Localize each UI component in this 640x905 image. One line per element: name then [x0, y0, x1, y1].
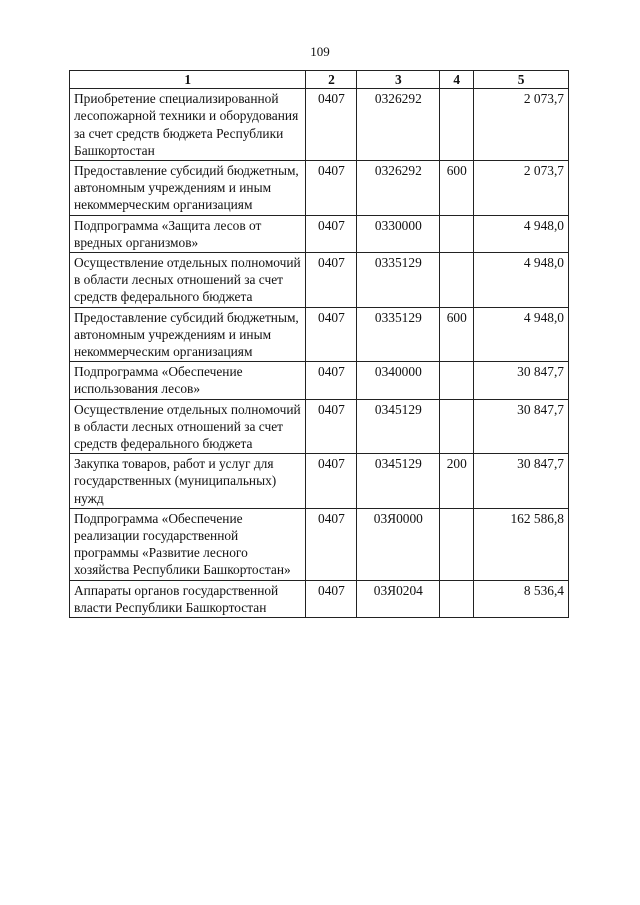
row-section: 0407 — [306, 399, 357, 454]
row-section: 0407 — [306, 89, 357, 161]
row-target: 0345129 — [357, 399, 440, 454]
row-name: Осуществление отдельных полномочий в области лесных отношений за счет средств федерального бюджета — [70, 253, 306, 308]
table-row — [70, 580, 569, 617]
table-row — [70, 215, 569, 252]
table-row — [70, 508, 569, 580]
table-row — [70, 89, 569, 161]
header-amount: 5 — [474, 71, 569, 89]
table-row — [70, 307, 569, 362]
row-type — [440, 215, 474, 252]
row-amount: 4 948,0 — [474, 215, 569, 252]
row-target: 0335129 — [357, 307, 440, 362]
row-amount: 30 847,7 — [474, 362, 569, 399]
row-name: Подпрограмма «Защита лесов от вредных организмов» — [70, 215, 306, 252]
row-amount: 2 073,7 — [474, 89, 569, 161]
row-type — [440, 362, 474, 399]
row-section: 0407 — [306, 508, 357, 580]
row-amount: 2 073,7 — [474, 161, 569, 216]
row-name: Подпрограмма «Обеспечение использования лесов» — [70, 362, 306, 399]
row-section: 0407 — [306, 161, 357, 216]
table-row — [70, 362, 569, 399]
row-target: 0330000 — [357, 215, 440, 252]
row-section: 0407 — [306, 362, 357, 399]
row-type — [440, 399, 474, 454]
table-row — [70, 253, 569, 308]
row-section: 0407 — [306, 253, 357, 308]
row-name: Аппараты органов государственной власти Республики Башкортостан — [70, 580, 306, 617]
header-row — [70, 71, 569, 89]
row-name: Осуществление отдельных полномочий в области лесных отношений за счет средств федерального бюджета — [70, 399, 306, 454]
row-amount: 30 847,7 — [474, 454, 569, 509]
budget-table — [69, 70, 569, 618]
row-type: 600 — [440, 307, 474, 362]
table-row — [70, 399, 569, 454]
row-name: Предоставление субсидий бюджетным, автономным учреждениям и иным некоммерческим организациям — [70, 307, 306, 362]
row-name: Подпрограмма «Обеспечение реализации государственной программы «Развитие лесного хозяйства Республики Башкортостан» — [70, 508, 306, 580]
row-amount: 4 948,0 — [474, 307, 569, 362]
row-section: 0407 — [306, 307, 357, 362]
row-target: 03Я0000 — [357, 508, 440, 580]
row-target: 0335129 — [357, 253, 440, 308]
row-type: 600 — [440, 161, 474, 216]
table-row — [70, 454, 569, 509]
table-row — [70, 161, 569, 216]
row-target: 0340000 — [357, 362, 440, 399]
row-amount: 8 536,4 — [474, 580, 569, 617]
page-number: 109 — [310, 44, 330, 59]
row-section: 0407 — [306, 580, 357, 617]
row-name: Предоставление субсидий бюджетным, автономным учреждениям и иным некоммерческим организациям — [70, 161, 306, 216]
row-amount: 162 586,8 — [474, 508, 569, 580]
row-section: 0407 — [306, 215, 357, 252]
row-target: 0326292 — [357, 89, 440, 161]
row-section: 0407 — [306, 454, 357, 509]
row-amount: 4 948,0 — [474, 253, 569, 308]
header-target: 3 — [357, 71, 440, 89]
row-target: 0345129 — [357, 454, 440, 509]
header-section: 2 — [306, 71, 357, 89]
row-type: 200 — [440, 454, 474, 509]
row-amount: 30 847,7 — [474, 399, 569, 454]
row-type — [440, 508, 474, 580]
row-name: Закупка товаров, работ и услуг для государственных (муниципальных) нужд — [70, 454, 306, 509]
row-type — [440, 89, 474, 161]
row-target: 0326292 — [357, 161, 440, 216]
row-type — [440, 253, 474, 308]
row-name: Приобретение специализированной лесопожарной техники и оборудования за счет средств бюджета Республики Башкортостан — [70, 89, 306, 161]
header-name: 1 — [70, 71, 306, 89]
row-type — [440, 580, 474, 617]
row-target: 03Я0204 — [357, 580, 440, 617]
header-type: 4 — [440, 71, 474, 89]
